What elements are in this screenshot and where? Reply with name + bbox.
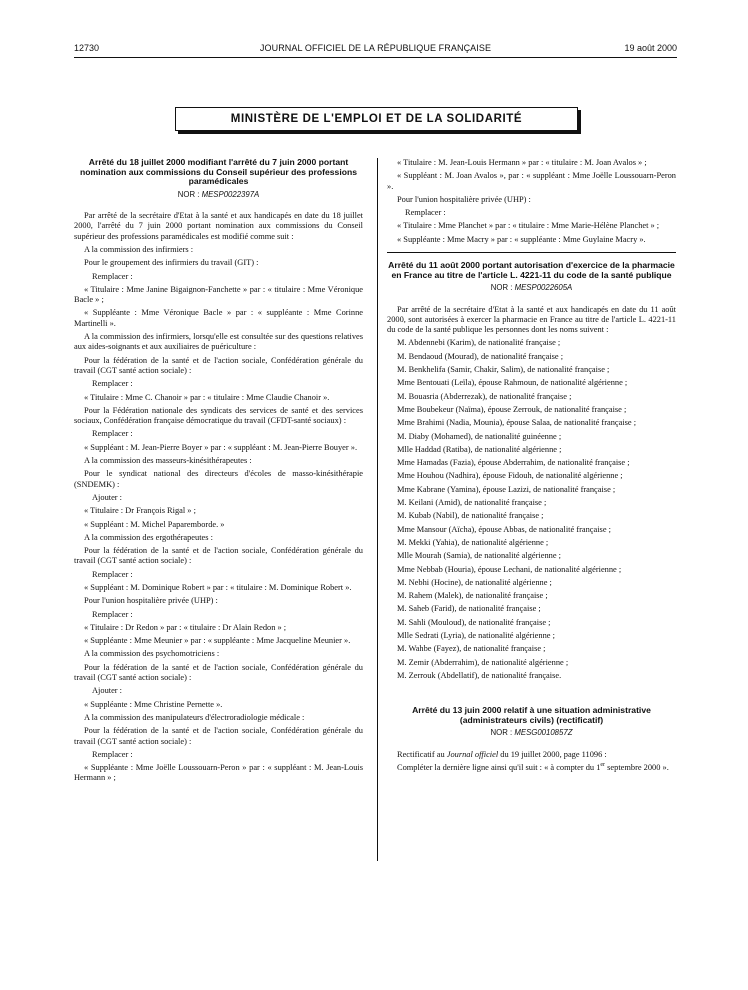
list-item: Mme Bentouati (Leïla), épouse Rahmoun, de nationalité algérienne ; [397,378,628,388]
article-instruction: Remplacer : [92,429,133,439]
article-paragraph: « Suppléante : Mme Meunier » par : « suppléante : Mme Jacqueline Meunier ». [84,636,351,646]
authorized-persons-list [387,338,676,681]
article-paragraph: « Suppléant : M. Joan Avalos », par : « suppléant : Mme Joëlle Loussouarn-Peron ». [387,171,676,191]
rectificatif-text: du 19 juillet 2000, page 11096 : [498,749,607,759]
article-separator [387,252,676,253]
list-item: M. Mekki (Yahia), de nationalité algérienne ; [397,537,549,547]
article-2-title: Arrêté du 11 août 2000 portant autorisation d'exercice de la pharmacie en France au titre de l'article L. 4221-11 du code de la santé publique [388,260,675,280]
article-paragraph: Pour la fédération de la santé et de l'action sociale, Confédération générale du travail (CGT santé action sociale) : [74,355,363,375]
list-item: M. Sahli (Mouloud), de nationalité française ; [397,617,551,627]
article-paragraph: « Titulaire : Mme C. Chanoir » par : « titulaire : Mme Claudie Chanoir ». [84,392,330,402]
list-item: Mlle Sedrati (Lyria), de nationalité algérienne ; [397,630,555,640]
article-paragraph: « Titulaire : Mme Planchet » par : « titulaire : Mme Marie-Hélène Planchet » ; [397,221,660,231]
list-item: M. Keilani (Amid), de nationalité française ; [397,498,547,508]
article-paragraph: Par arrêté de la secrétaire d'Etat à la santé et aux handicapés en date du 18 juillet 2000, l'arrêté du 7 juin 2000 portant nomination aux commissions du Conseil supérieur des professions paramédicales est modifié comme suit : [74,211,363,241]
nor-code: MESP0022397A [201,189,260,199]
article-instruction: Remplacer : [92,749,133,759]
list-item: M. Bendaoud (Mourad), de nationalité française ; [397,351,564,361]
article-3-title: Arrêté du 13 juin 2000 relatif à une situation administrative (administrateurs civils) (rectificatif) [412,705,651,725]
left-column [74,158,363,787]
article-paragraph: Pour l'union hospitalière privée (UHP) : [84,596,218,606]
rectificatif-correction [387,763,676,773]
list-item: M. Zemir (Abderrahim), de nationalité algérienne ; [397,657,569,667]
article-instruction: Remplacer : [92,569,133,579]
article-paragraph: A la commission des psychomotriciens : [84,649,220,659]
correction-text: septembre 2000 ». [605,762,669,772]
article-paragraph: « Titulaire : M. Jean-Louis Hermann » par : « titulaire : M. Joan Avalos » ; [397,158,647,167]
list-item: M. Saheb (Farid), de nationalité française ; [397,604,541,614]
list-item: M. Zerrouk (Abdellatif), de nationalité française. [397,670,562,680]
list-item: Mme Houhou (Nadhira), épouse Fidouh, de nationalité algérienne ; [397,471,623,481]
journal-reference: Journal officiel [446,749,499,759]
article-paragraph: « Titulaire : Dr François Rigal » ; [84,506,196,516]
page-header [74,43,677,57]
article-instruction: Ajouter : [92,686,123,696]
article-paragraph: A la commission des masseurs-kinésithérapeutes : [84,456,252,466]
list-item: Mme Hamadas (Fazia), épouse Abderrahim, de nationalité française ; [397,458,630,468]
ministry-title-box [175,107,578,131]
list-item: M. Kubab (Nabil), de nationalité française ; [397,511,544,521]
article-spacer [387,684,676,706]
rectificatif-reference [387,750,676,760]
article-paragraph: A la commission des infirmiers, lorsqu'elle est consultée sur des questions relatives aux aides-soignants et aux auxiliaires de puériculture : [74,332,363,352]
article-instruction: Remplacer : [92,379,133,389]
article-instruction: Remplacer : [92,271,133,281]
article-paragraph: A la commission des ergothérapeutes : [84,532,213,542]
article-paragraph: Pour la Fédération nationale des syndicats des services de santé et des services sociaux, Confédération française démocratique du travail (CFDT-santé sociaux) : [74,405,363,426]
article-paragraph: « Suppléant : M. Jean-Pierre Boyer » par : « suppléant : M. Jean-Pierre Bouyer ». [84,442,358,452]
article-paragraph: Pour la fédération de la santé et de l'action sociale, Confédération générale du travail (CGT santé action sociale) : [74,662,363,683]
article-paragraph: A la commission des manipulateurs d'électroradiologie médicale : [84,712,305,722]
article-paragraph: « Suppléant : M. Michel Paparemborde. » [84,519,225,529]
list-item: M. Abdennebi (Karim), de nationalité française ; [397,338,561,348]
list-item: Mme Brahimi (Nadia, Mounia), épouse Salaa, de nationalité française ; [397,418,637,428]
article-paragraph: « Suppléante : Mme Joëlle Loussouarn-Peron » par : « suppléant : M. Jean-Louis Hermann » ; [74,763,363,783]
nor-code: MESG0010857Z [514,728,573,738]
nor-label: NOR : [490,283,513,293]
article-paragraph: « Suppléante : Mme Véronique Bacle » par : « suppléante : Mme Corinne Martinelli ». [74,308,363,328]
article-paragraph: Pour la fédération de la santé et de l'action sociale, Confédération générale du travail (CGT santé action sociale) : [74,546,363,566]
right-column [387,158,676,776]
list-item: Mme Mansour (Aïcha), épouse Abbas, de nationalité française ; [397,524,611,534]
list-item: Mlle Haddad (Ratiba), de nationalité algérienne ; [397,444,562,454]
correction-text: Compléter la dernière ligne ainsi qu'il suit : « à compter du 1 [397,762,601,772]
ordinal-superscript: er [600,762,606,769]
article-paragraph: « Suppléante : Mme Christine Pernette ». [84,699,223,709]
nor-label: NOR : [490,728,513,738]
list-item: M. Rahem (Malek), de nationalité française ; [397,591,548,601]
article-paragraph: « Titulaire : Dr Redon » par : « titulaire : Dr Alain Redon » ; [84,622,287,632]
ministry-title: MINISTÈRE DE L'EMPLOI ET DE LA SOLIDARITÉ [230,113,523,125]
article-paragraph: Pour l'union hospitalière privée (UHP) : [397,194,531,204]
journal-title: JOURNAL OFFICIEL DE LA RÉPUBLIQUE FRANÇAISE [259,43,492,53]
article-paragraph: « Titulaire : Mme Janine Bigaignon-Fanchette » par : « titulaire : Mme Véronique Bacle » ; [74,284,363,305]
nor-code: MESP0022605A [514,283,573,293]
issue-date: 19 août 2000 [624,43,677,53]
article-3-nor [387,728,676,738]
rectificatif-text: Rectificatif au [397,749,447,759]
list-item: M. Bouasria (Abderrezak), de nationalité française ; [397,391,572,401]
list-item: M. Nebhi (Hocine), de nationalité algérienne ; [397,577,552,587]
article-2-nor [387,283,676,293]
article-paragraph: Pour le syndicat national des directeurs d'écoles de masso-kinésithérapie (SNDEMK) : [74,469,363,489]
article-instruction: Remplacer : [405,208,446,218]
list-item: Mlle Mourah (Samia), de nationalité algérienne ; [397,551,561,561]
list-item: Mme Kabrane (Yamina), épouse Lazizi, de nationalité française ; [397,484,616,494]
list-item: M. Benkhelifa (Samir, Chakir, Salim), de nationalité française ; [397,365,610,375]
article-paragraph: « Suppléant : M. Dominique Robert » par : « titulaire : M. Dominique Robert ». [84,582,352,592]
article-paragraph: Par arrêté de la secrétaire d'Etat à la santé et aux handicapés en date du 11 août 2000, sont autorisées à exercer la pharmacie en France au titre de l'article L. 4221-11 du code de la santé publique les personnes dont les noms suivent : [387,304,676,335]
list-item: Mme Nebbab (Houria), épouse Lechani, de nationalité algérienne ; [397,564,622,574]
article-paragraph: « Suppléante : Mme Macry » par : « suppléante : Mme Guylaine Macry ». [397,234,646,244]
list-item: M. Diaby (Mohamed), de nationalité guinéenne ; [397,431,562,441]
list-item: M. Wahbe (Fayez), de nationalité française ; [397,644,546,654]
page-number: 12730 [74,43,100,53]
article-paragraph: A la commission des infirmiers : [84,244,194,254]
article-1-nor [74,190,363,200]
article-paragraph: Pour le groupement des infirmiers du travail (GIT) : [84,258,259,268]
article-1-title: Arrêté du 18 juillet 2000 modifiant l'arrêté du 7 juin 2000 portant nomination aux commissions du Conseil supérieur des professions paramédicales [80,157,357,187]
article-paragraph: Pour la fédération de la santé et de l'action sociale, Confédération générale du travail (CGT santé action sociale) : [74,726,363,746]
nor-label: NOR : [177,189,200,199]
header-rule [74,57,677,58]
column-separator [377,158,378,861]
article-instruction: Remplacer : [92,609,133,619]
list-item: Mme Boubekeur (Naïma), épouse Zerrouk, de nationalité française ; [397,404,627,414]
article-instruction: Ajouter : [92,492,123,502]
